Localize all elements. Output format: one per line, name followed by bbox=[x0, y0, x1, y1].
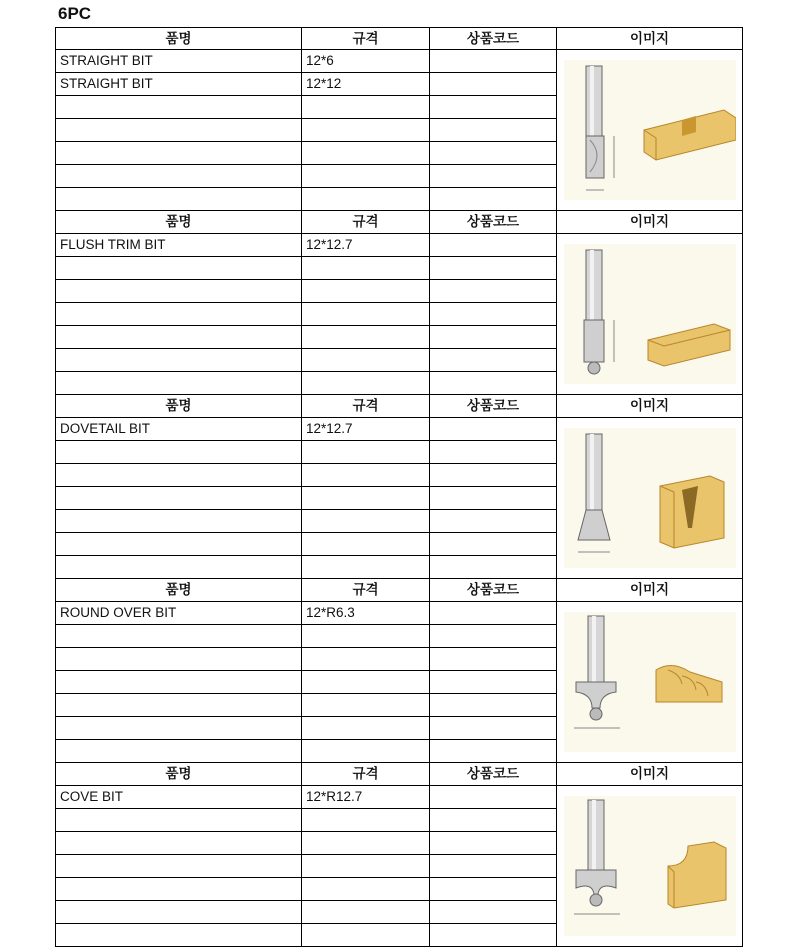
header-row bbox=[56, 395, 743, 418]
cell-code bbox=[430, 694, 557, 717]
cell-code bbox=[430, 717, 557, 740]
cell-spec: 12*R12.7 bbox=[302, 786, 430, 809]
cell-spec bbox=[302, 809, 430, 832]
cell-code bbox=[430, 50, 557, 73]
header-name: 품명 bbox=[56, 211, 302, 234]
cell-spec bbox=[302, 326, 430, 349]
cell-code bbox=[430, 234, 557, 257]
cell-name bbox=[56, 165, 302, 188]
header-row bbox=[56, 211, 743, 234]
header-spec: 규격 bbox=[302, 763, 430, 786]
cell-code bbox=[430, 878, 557, 901]
cell-code bbox=[430, 441, 557, 464]
header-row bbox=[56, 763, 743, 786]
page-title: 6PC bbox=[58, 4, 92, 23]
header-spec: 규격 bbox=[302, 395, 430, 418]
cell-code bbox=[430, 809, 557, 832]
table-row bbox=[56, 786, 743, 809]
dovetail-bit-icon bbox=[564, 428, 736, 568]
cell-name bbox=[56, 372, 302, 395]
cell-name bbox=[56, 349, 302, 372]
flush-trim-bit-icon bbox=[564, 244, 736, 384]
header-spec: 규격 bbox=[302, 579, 430, 602]
cell-spec bbox=[302, 303, 430, 326]
cell-spec: 12*12.7 bbox=[302, 234, 430, 257]
header-code: 상품코드 bbox=[430, 579, 557, 602]
cell-spec: 12*6 bbox=[302, 50, 430, 73]
header-name: 품명 bbox=[56, 579, 302, 602]
cell-code bbox=[430, 464, 557, 487]
cell-name bbox=[56, 694, 302, 717]
cell-spec: 12*12 bbox=[302, 73, 430, 96]
cell-code bbox=[430, 165, 557, 188]
cell-code bbox=[430, 533, 557, 556]
table-row bbox=[56, 602, 743, 625]
bit-image-cell bbox=[557, 786, 743, 947]
cell-spec bbox=[302, 878, 430, 901]
cell-spec bbox=[302, 717, 430, 740]
cell-spec bbox=[302, 142, 430, 165]
cell-spec bbox=[302, 740, 430, 763]
cell-spec bbox=[302, 924, 430, 947]
cell-spec bbox=[302, 280, 430, 303]
cell-code bbox=[430, 280, 557, 303]
round-over-bit-icon bbox=[564, 612, 736, 752]
cell-name: STRAIGHT BIT bbox=[56, 73, 302, 96]
header-name: 품명 bbox=[56, 763, 302, 786]
cell-code bbox=[430, 855, 557, 878]
cell-code bbox=[430, 510, 557, 533]
header-row bbox=[56, 579, 743, 602]
header-spec: 규격 bbox=[302, 211, 430, 234]
header-code: 상품코드 bbox=[430, 211, 557, 234]
cell-spec bbox=[302, 855, 430, 878]
header-name: 품명 bbox=[56, 395, 302, 418]
cell-name bbox=[56, 280, 302, 303]
bit-image-cell bbox=[557, 602, 743, 763]
cell-spec bbox=[302, 832, 430, 855]
cell-spec bbox=[302, 671, 430, 694]
header-code: 상품코드 bbox=[430, 395, 557, 418]
header-image: 이미지 bbox=[557, 763, 743, 786]
table-row bbox=[56, 234, 743, 257]
cell-name: DOVETAIL BIT bbox=[56, 418, 302, 441]
bit-image-cell bbox=[557, 234, 743, 395]
cell-spec: 12*12.7 bbox=[302, 418, 430, 441]
header-image: 이미지 bbox=[557, 211, 743, 234]
cell-name bbox=[56, 671, 302, 694]
cell-spec bbox=[302, 165, 430, 188]
cell-code bbox=[430, 119, 557, 142]
header-spec: 규격 bbox=[302, 28, 430, 50]
cell-name bbox=[56, 188, 302, 211]
straight-bit-icon bbox=[564, 60, 736, 200]
bit-spec-table bbox=[55, 27, 743, 947]
cell-spec: 12*R6.3 bbox=[302, 602, 430, 625]
table-row bbox=[56, 50, 743, 73]
cell-spec bbox=[302, 901, 430, 924]
cell-spec bbox=[302, 556, 430, 579]
cell-name bbox=[56, 809, 302, 832]
cell-code bbox=[430, 257, 557, 280]
cell-code bbox=[430, 418, 557, 441]
cell-name: FLUSH TRIM BIT bbox=[56, 234, 302, 257]
cell-name bbox=[56, 119, 302, 142]
cove-bit-icon bbox=[564, 796, 736, 936]
cell-code bbox=[430, 303, 557, 326]
cell-name bbox=[56, 556, 302, 579]
cell-spec bbox=[302, 441, 430, 464]
header-image: 이미지 bbox=[557, 28, 743, 50]
header-code: 상품코드 bbox=[430, 28, 557, 50]
cell-name bbox=[56, 464, 302, 487]
cell-spec bbox=[302, 349, 430, 372]
cell-spec bbox=[302, 510, 430, 533]
cell-name bbox=[56, 878, 302, 901]
cell-name bbox=[56, 924, 302, 947]
cell-code bbox=[430, 556, 557, 579]
cell-name: STRAIGHT BIT bbox=[56, 50, 302, 73]
cell-code bbox=[430, 326, 557, 349]
bit-image-cell bbox=[557, 418, 743, 579]
cell-spec bbox=[302, 464, 430, 487]
cell-spec bbox=[302, 96, 430, 119]
cell-spec bbox=[302, 648, 430, 671]
cell-name bbox=[56, 257, 302, 280]
cell-code bbox=[430, 188, 557, 211]
header-image: 이미지 bbox=[557, 579, 743, 602]
cell-spec bbox=[302, 257, 430, 280]
cell-spec bbox=[302, 487, 430, 510]
cell-code bbox=[430, 142, 557, 165]
header-row bbox=[56, 28, 743, 50]
cell-code bbox=[430, 96, 557, 119]
cell-code bbox=[430, 786, 557, 809]
cell-name bbox=[56, 648, 302, 671]
cell-code bbox=[430, 73, 557, 96]
cell-name bbox=[56, 142, 302, 165]
cell-name bbox=[56, 487, 302, 510]
cell-name bbox=[56, 303, 302, 326]
cell-code bbox=[430, 740, 557, 763]
cell-spec bbox=[302, 533, 430, 556]
cell-spec bbox=[302, 119, 430, 142]
cell-spec bbox=[302, 694, 430, 717]
cell-code bbox=[430, 602, 557, 625]
cell-name bbox=[56, 441, 302, 464]
cell-code bbox=[430, 671, 557, 694]
cell-name: ROUND OVER BIT bbox=[56, 602, 302, 625]
cell-name bbox=[56, 855, 302, 878]
cell-name bbox=[56, 326, 302, 349]
cell-name bbox=[56, 717, 302, 740]
cell-name bbox=[56, 96, 302, 119]
cell-name bbox=[56, 533, 302, 556]
header-image: 이미지 bbox=[557, 395, 743, 418]
header-code: 상품코드 bbox=[430, 763, 557, 786]
table-row bbox=[56, 418, 743, 441]
cell-code bbox=[430, 924, 557, 947]
cell-code bbox=[430, 372, 557, 395]
cell-name: COVE BIT bbox=[56, 786, 302, 809]
cell-code bbox=[430, 349, 557, 372]
cell-name bbox=[56, 740, 302, 763]
cell-spec bbox=[302, 188, 430, 211]
cell-name bbox=[56, 901, 302, 924]
bit-image-cell bbox=[557, 50, 743, 211]
cell-name bbox=[56, 832, 302, 855]
cell-code bbox=[430, 901, 557, 924]
cell-name bbox=[56, 510, 302, 533]
cell-code bbox=[430, 625, 557, 648]
header-name: 품명 bbox=[56, 28, 302, 50]
cell-name bbox=[56, 625, 302, 648]
cell-code bbox=[430, 648, 557, 671]
cell-code bbox=[430, 487, 557, 510]
cell-spec bbox=[302, 625, 430, 648]
cell-spec bbox=[302, 372, 430, 395]
cell-code bbox=[430, 832, 557, 855]
